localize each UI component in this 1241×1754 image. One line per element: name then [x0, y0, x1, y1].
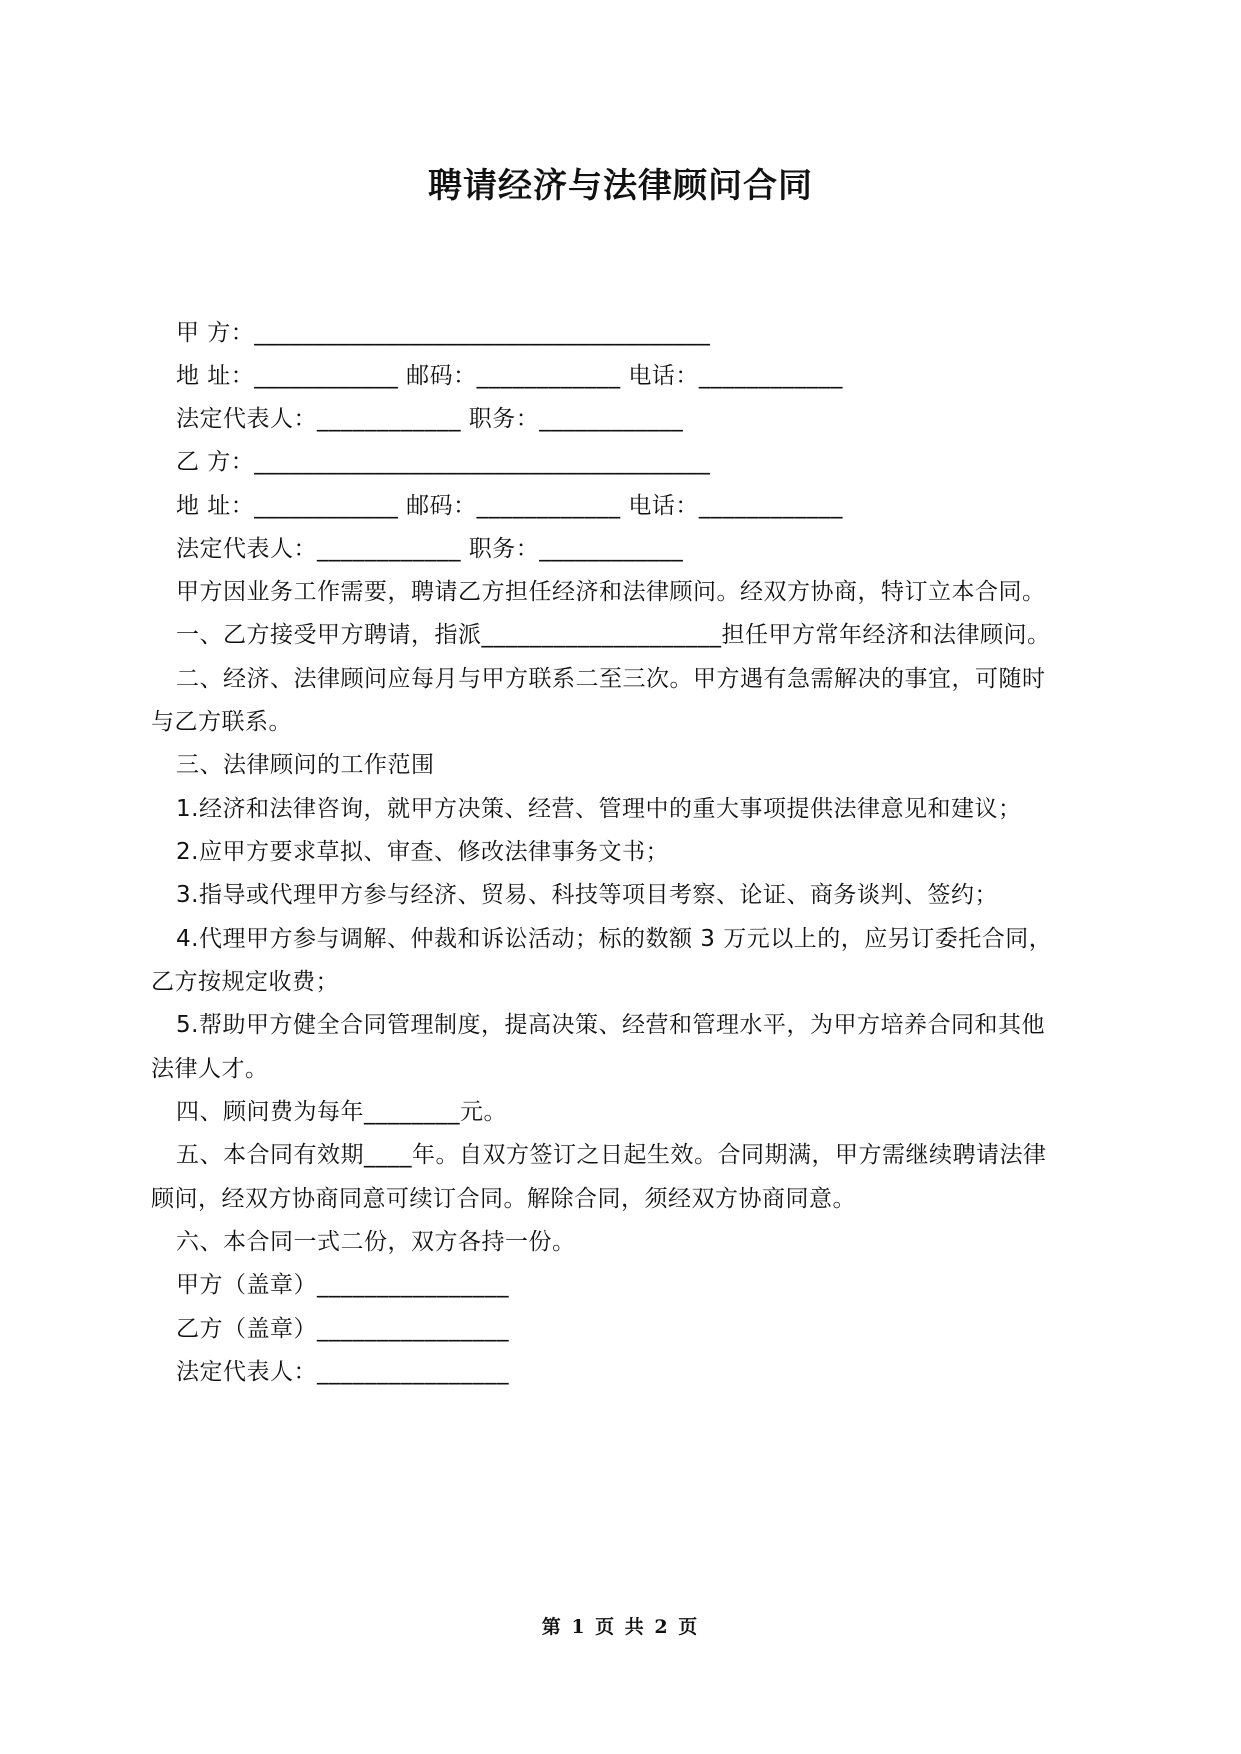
clause-4: 四、顾问费为每年________元。: [176, 1099, 507, 1125]
page-number-footer: 第 1 页 共 2 页: [541, 1616, 700, 1638]
legal-representative-signature-line: 法定代表人：________________: [176, 1359, 509, 1385]
clause-1: 一、乙方接受甲方聘请，指派____________________担任甲方常年经济和法律顾问。: [176, 622, 1051, 648]
party-b-name-line: 乙 方：______________________________________: [176, 449, 711, 475]
clause-3-item-2: 2.应甲方要求草拟、审查、修改法律事务文书；: [176, 839, 669, 865]
clause-3-item-4-line-1: 4.代理甲方参与调解、仲裁和诉讼活动；标的数额 3 万元以上的，应另订委托合同，: [176, 926, 1053, 952]
document-title: 聘请经济与法律顾问合同: [428, 166, 813, 206]
party-a-name-line: 甲 方：______________________________________: [176, 320, 711, 346]
party-a-representative-line: 法定代表人：____________ 职务：____________: [176, 406, 684, 432]
party-a-seal-line: 甲方（盖章）________________: [176, 1272, 509, 1298]
party-b-representative-line: 法定代表人：____________ 职务：____________: [176, 536, 684, 562]
clause-3-heading: 三、法律顾问的工作范围: [176, 752, 435, 778]
party-b-address-line: 地 址：____________ 邮码：____________ 电话：____________: [176, 493, 843, 519]
clause-3-item-1: 1.经济和法律咨询，就甲方决策、经营、管理中的重大事项提供法律意见和建议；: [176, 796, 1022, 822]
clause-3-item-5-line-1: 5.帮助甲方健全合同管理制度，提高决策、经营和管理水平，为甲方培养合同和其他: [176, 1012, 1045, 1038]
clause-3-item-4-line-2: 乙方按规定收费；: [151, 969, 339, 995]
clause-3-item-5-line-2: 法律人才。: [151, 1056, 269, 1082]
clause-6: 六、本合同一式二份，双方各持一份。: [176, 1229, 576, 1255]
clause-2-line-1: 二、经济、法律顾问应每月与甲方联系二至三次。甲方遇有急需解决的事宜，可随时: [176, 666, 1046, 692]
clause-5-line-1: 五、本合同有效期____年。自双方签订之日起生效。合同期满，甲方需继续聘请法律: [176, 1142, 1047, 1168]
clause-5-line-2: 顾问，经双方协商同意可续订合同。解除合同，须经双方协商同意。: [151, 1186, 856, 1212]
preamble-paragraph: 甲方因业务工作需要，聘请乙方担任经济和法律顾问。经双方协商，特订立本合同。: [176, 579, 1046, 605]
party-b-seal-line: 乙方（盖章）________________: [176, 1316, 509, 1342]
party-a-address-line: 地 址：____________ 邮码：____________ 电话：____________: [176, 363, 843, 389]
clause-2-line-2: 与乙方联系。: [151, 709, 292, 735]
clause-3-item-3: 3.指导或代理甲方参与经济、贸易、科技等项目考察、论证、商务谈判、签约；: [176, 882, 998, 908]
